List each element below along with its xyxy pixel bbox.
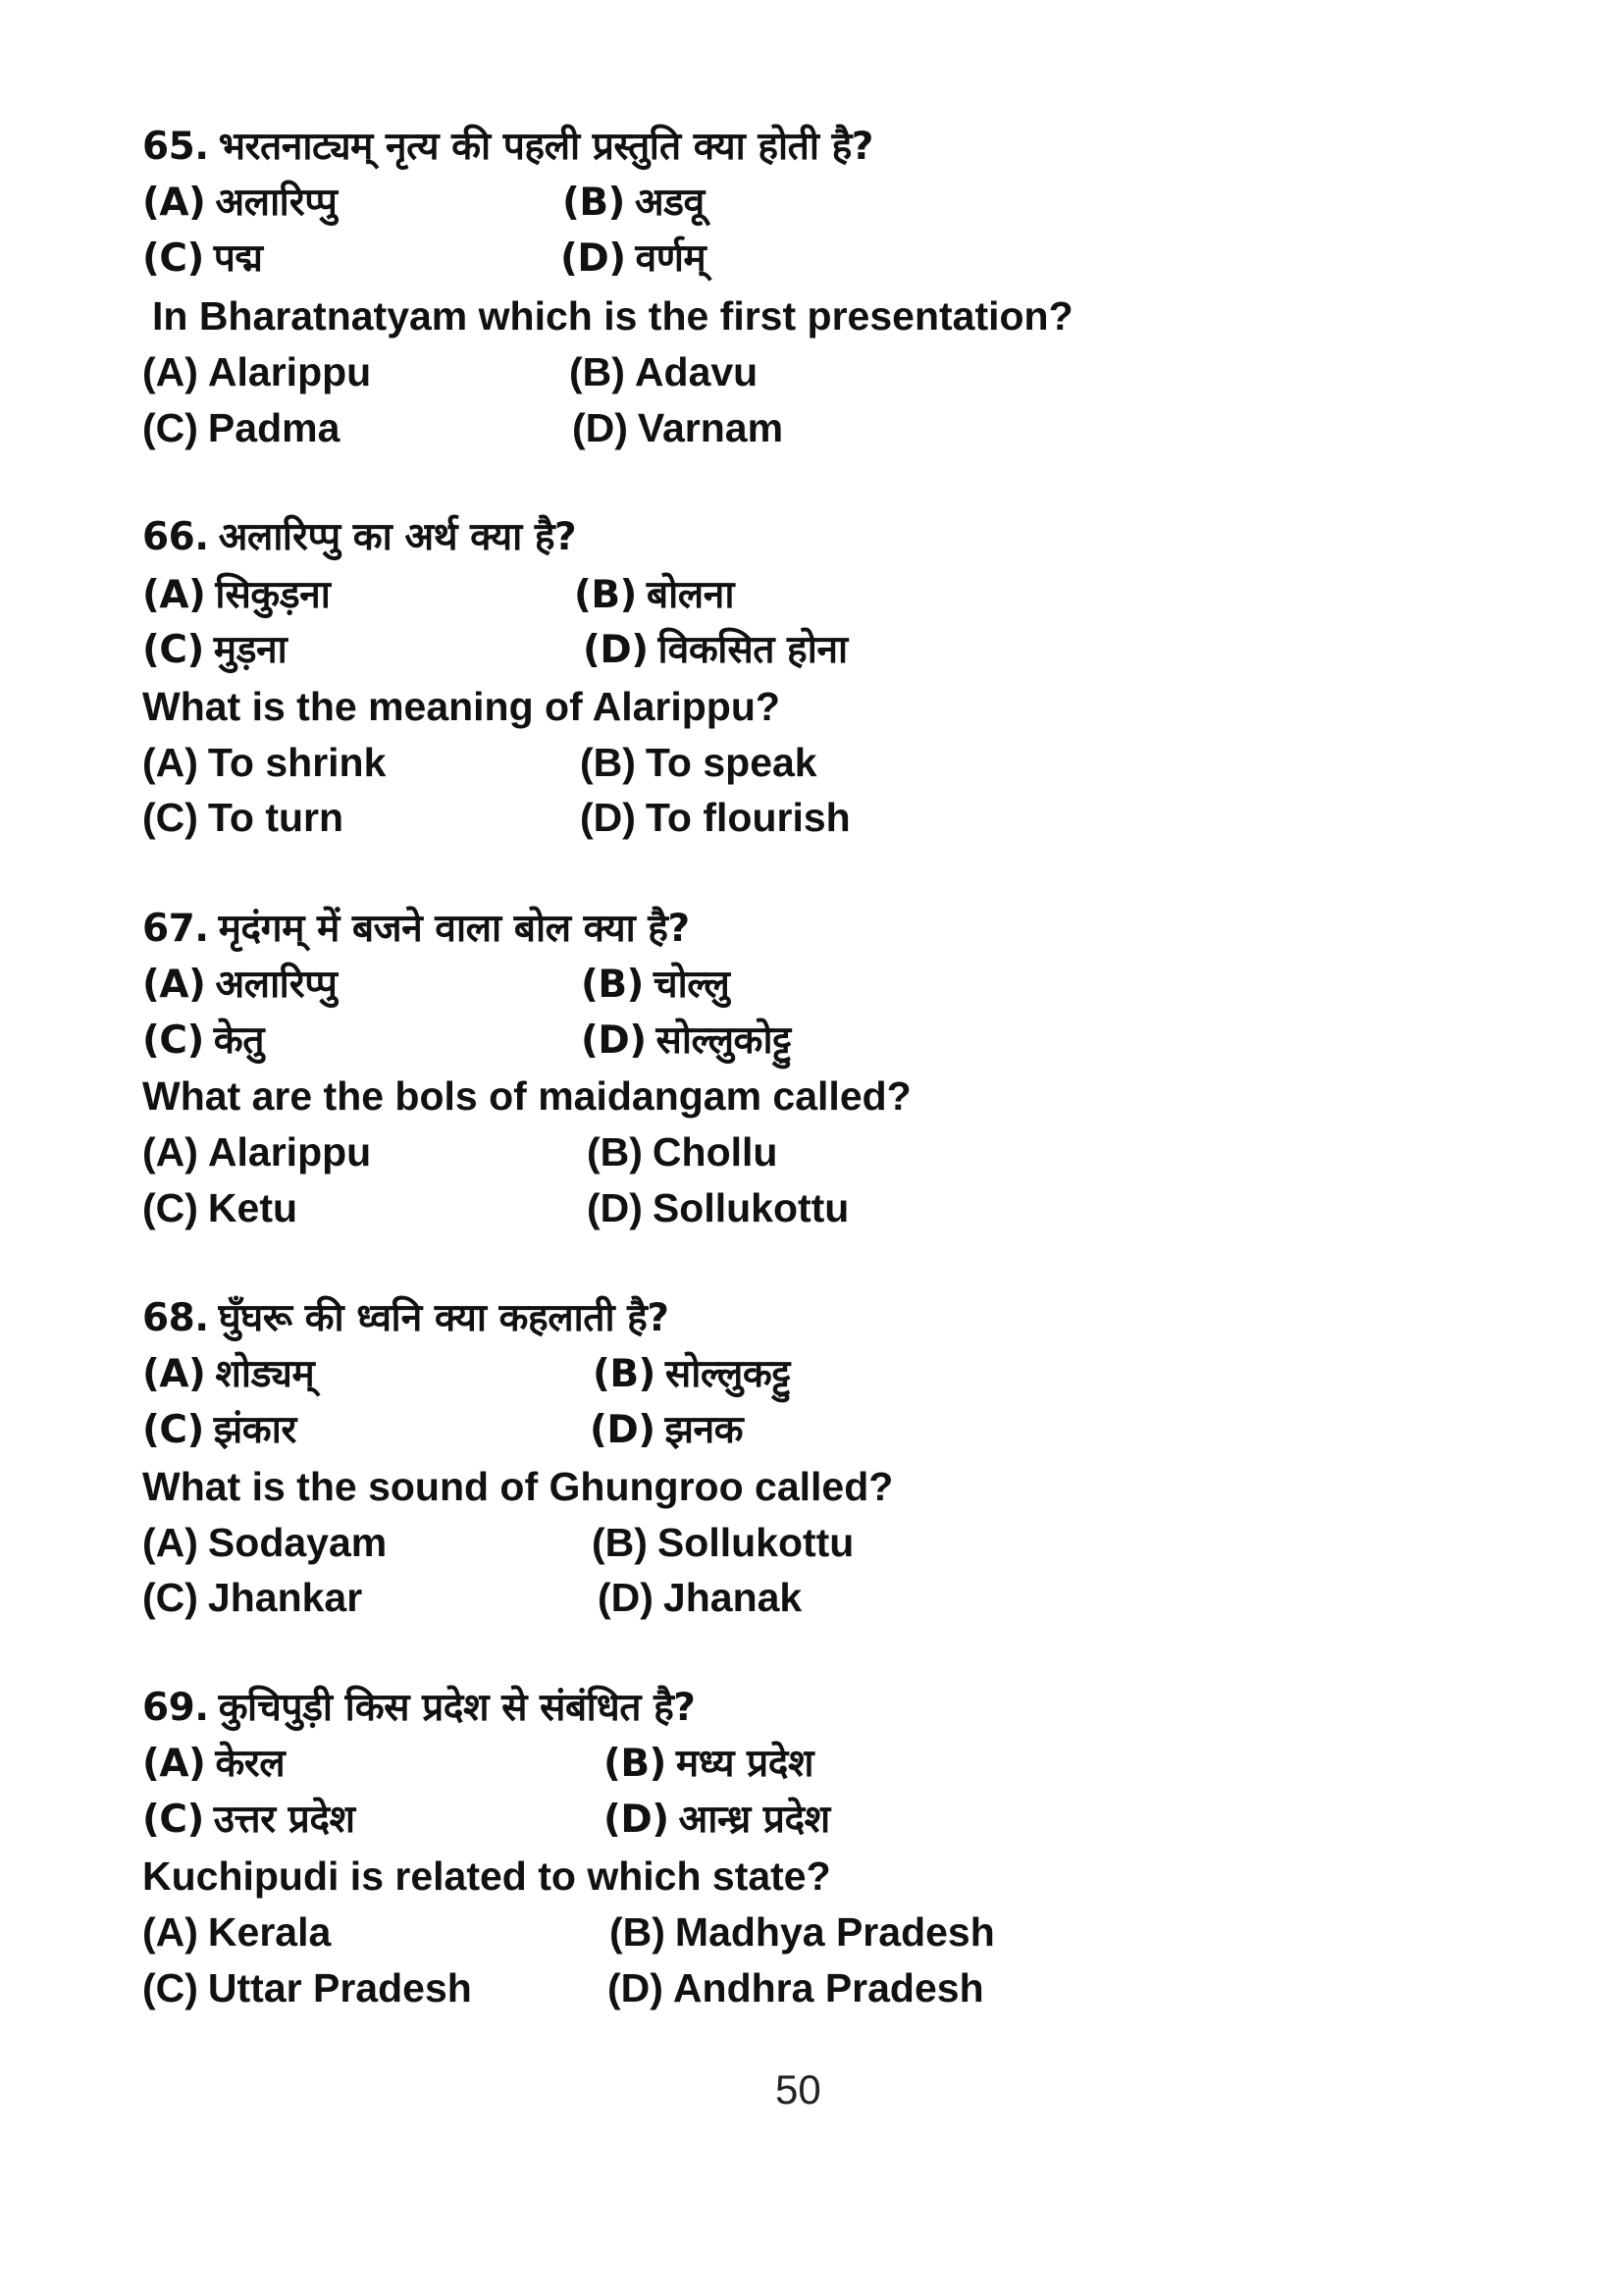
question-number: 67. — [142, 907, 209, 951]
question-number: 66. — [142, 515, 209, 559]
option-a-en: (A) Sodayam — [142, 1520, 388, 1565]
question-en: What are the bols of maidangam called? — [142, 1073, 912, 1119]
option-c-en: (C) Ketu — [142, 1185, 298, 1230]
question-text-hi: अलारिप्पु का अर्थ क्या है? — [218, 515, 577, 559]
option-d-en: (D) To flourish — [580, 795, 851, 840]
question-hi — [142, 906, 690, 953]
option-c-hi: (C) उत्तर प्रदेश — [142, 1798, 355, 1842]
option-b-en: (B) Sollukottu — [592, 1520, 855, 1565]
option-d-hi: (D) सोल्लुकोट्टु — [581, 1018, 791, 1063]
option-c-hi: (C) पद्म — [142, 236, 263, 281]
option-b-hi: (B) चोल्लु — [581, 963, 730, 1007]
question-en: What is the sound of Ghungroo called? — [142, 1464, 894, 1509]
option-a-hi: (A) शोड्यम् — [142, 1352, 315, 1396]
option-d-hi: (D) वर्णम् — [560, 236, 706, 281]
question-number: 65. — [142, 125, 209, 169]
option-d-hi: (D) आन्ध्र प्रदेश — [603, 1798, 830, 1842]
option-c-hi: (C) केतु — [142, 1018, 264, 1063]
option-b-hi: (B) बोलना — [574, 573, 734, 617]
option-c-en: (C) Jhankar — [142, 1575, 363, 1620]
question-text-hi: मृदंगम् में बजने वाला बोल क्या है? — [218, 907, 690, 951]
question-text-hi: घुँघरू की ध्वनि क्या कहलाती है? — [218, 1296, 669, 1340]
option-d-en: (D) Andhra Pradesh — [607, 1965, 984, 2010]
option-a-en: (A) Kerala — [142, 1909, 332, 1955]
option-a-hi: (A) सिकुड़ना — [142, 573, 331, 617]
option-a-en: (A) Alarippu — [142, 1129, 372, 1174]
option-c-hi: (C) झंकार — [142, 1408, 296, 1452]
option-b-hi: (B) सोल्लुकट्टु — [593, 1352, 790, 1396]
option-a-hi: (A) अलारिप्पु — [142, 963, 338, 1007]
option-a-hi: (A) केरल — [142, 1742, 286, 1786]
question-hi — [142, 124, 873, 171]
option-b-hi: (B) मध्य प्रदेश — [603, 1742, 813, 1786]
option-d-en: (D) Sollukottu — [587, 1185, 850, 1230]
question-text-hi: कुचिपुड़ी किस प्रदेश से संबंधित है? — [218, 1686, 696, 1730]
question-en: Kuchipudi is related to which state? — [142, 1853, 831, 1899]
question-text-hi: भरतनाट्यम् नृत्य की पहली प्रस्तुति क्या होती है? — [218, 125, 873, 169]
question-number: 68. — [142, 1296, 209, 1340]
option-c-en: (C) Uttar Pradesh — [142, 1965, 472, 2010]
option-c-en: (C) Padma — [142, 405, 340, 450]
question-hi — [142, 1295, 668, 1342]
page-number: 50 — [775, 2066, 821, 2113]
option-d-en: (D) Varnam — [572, 405, 784, 450]
option-a-en: (A) To shrink — [142, 740, 387, 785]
option-d-hi: (D) विकसित होना — [583, 628, 848, 672]
option-b-en: (B) Chollu — [587, 1129, 778, 1174]
option-a-hi: (A) अलारिप्पु — [142, 181, 338, 225]
option-b-hi: (B) अडवू — [562, 181, 705, 225]
option-c-hi: (C) मुड़ना — [142, 628, 288, 672]
question-hi — [142, 1685, 695, 1732]
option-b-en: (B) Madhya Pradesh — [609, 1909, 995, 1955]
question-en: In Bharatnatyam which is the first presentation? — [152, 293, 1073, 339]
option-b-en: (B) Adavu — [569, 349, 759, 394]
option-a-en: (A) Alarippu — [142, 349, 372, 394]
question-en: What is the meaning of Alarippu? — [142, 684, 780, 729]
option-d-hi: (D) झनक — [590, 1408, 744, 1452]
question-number: 69. — [142, 1686, 209, 1730]
option-b-en: (B) To speak — [580, 740, 817, 785]
option-c-en: (C) To turn — [142, 795, 344, 840]
question-hi — [142, 514, 576, 561]
option-d-en: (D) Jhanak — [598, 1575, 803, 1620]
